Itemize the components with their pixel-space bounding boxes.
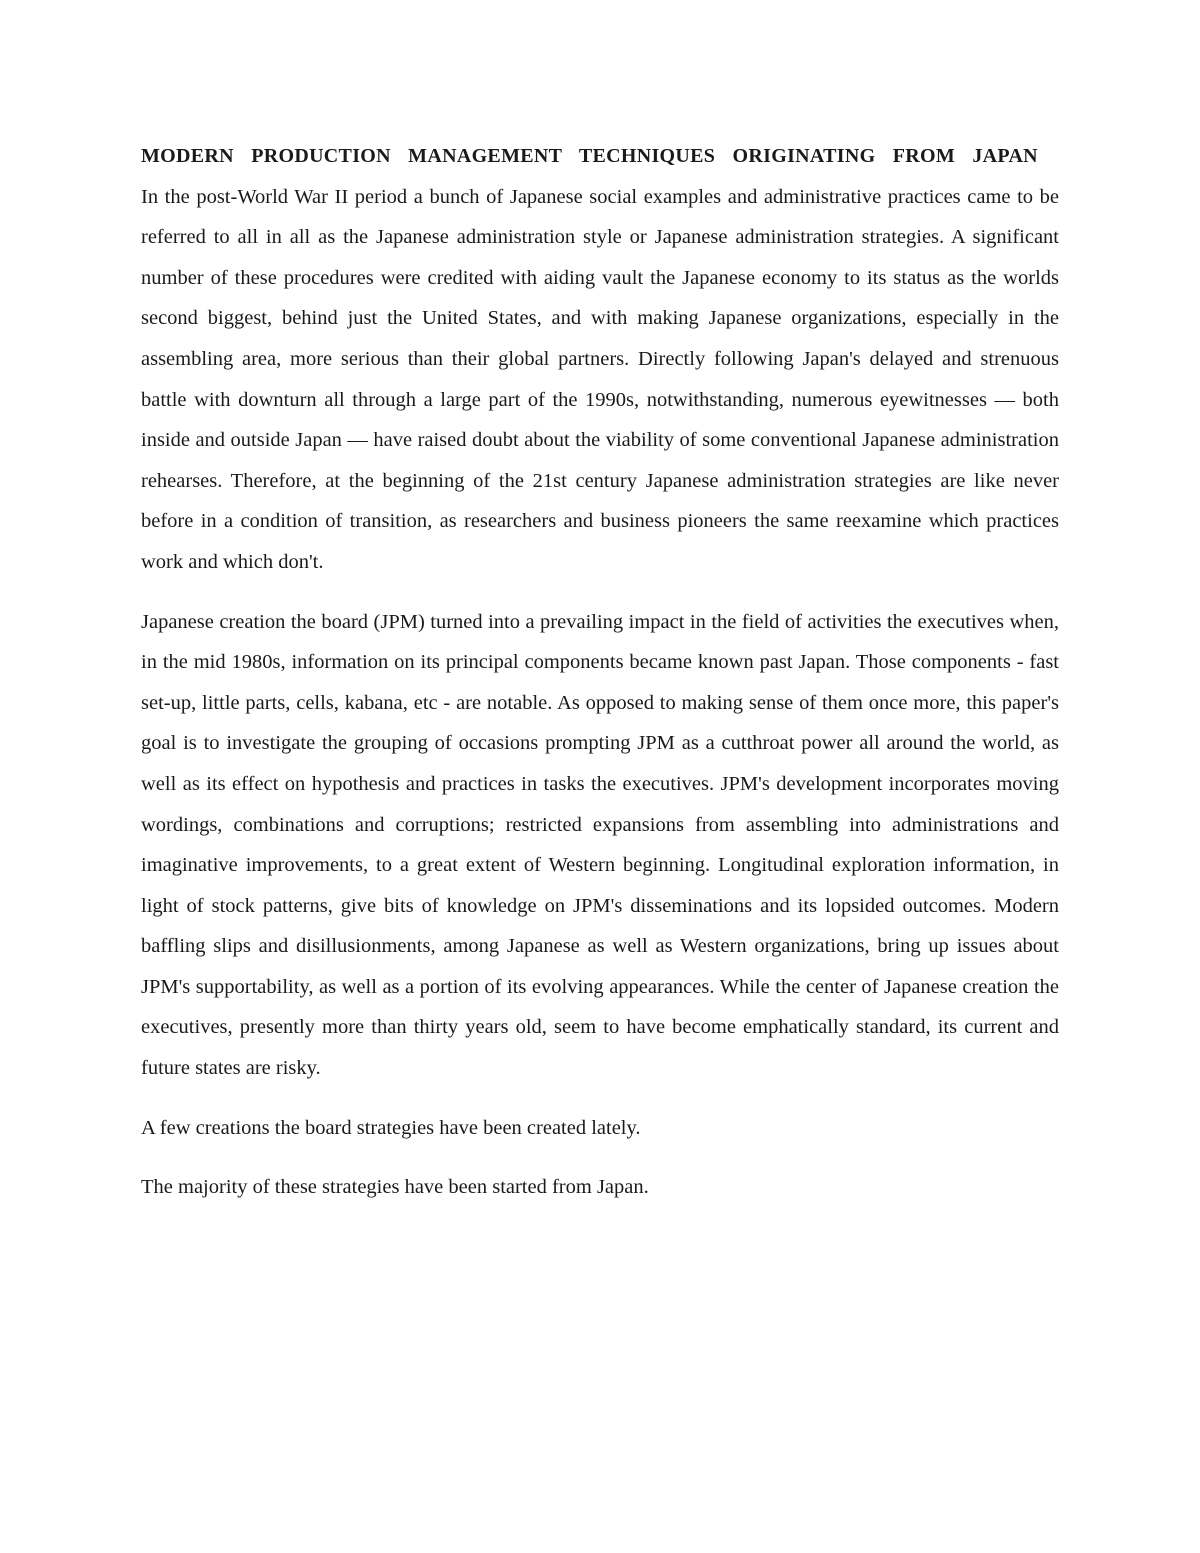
document-body: [141, 136, 1059, 1208]
paragraph-recent-strategies: A few creations the board strategies have been created lately.: [141, 1116, 641, 1139]
paragraph-intro: In the post-World War II period a bunch of Japanese social examples and administrative practices came to be referred to all in all as the Japanese administration style or Japanese administration strategies. A significant number of these procedures were credited with aiding vault the Japanese economy to its status as the worlds second biggest, behind just the United States, and with making Japanese organizations, especially in the assembling area, more serious than their global partners. Directly following Japan's delayed and strenuous battle with downturn all through a large part of the 1990s, notwithstanding, numerous eyewitnesses — both inside and outside Japan — have raised doubt about the viability of some conventional Japanese administration rehearses. Therefore, at the beginning of the 21st century Japanese administration strategies are like never before in a condition of transition, as researchers and business pioneers the same reexamine which practices work and which don't.: [141, 185, 1059, 573]
document-title: MODERN PRODUCTION MANAGEMENT TECHNIQUES ORIGINATING FROM JAPAN: [141, 145, 1038, 167]
paragraph-japan-origin: The majority of these strategies have been started from Japan.: [141, 1176, 649, 1199]
paragraph-jpm: Japanese creation the board (JPM) turned into a prevailing impact in the field of activities the executives when, in the mid 1980s, information on its principal components became known past Japan. Those components - fast set-up, little parts, cells, kabana, etc - are notable. As opposed to making sense of them once more, this paper's goal is to investigate the grouping of occasions prompting JPM as a cutthroat power all around the world, as well as its effect on hypothesis and practices in tasks the executives. JPM's development incorporates moving wordings, combinations and corruptions; restricted expansions from assembling into administrations and imaginative improvements, to a great extent of Western beginning. Longitudinal exploration information, in light of stock patterns, give bits of knowledge on JPM's disseminations and its lopsided outcomes. Modern baffling slips and disillusionments, among Japanese as well as Western organizations, bring up issues about JPM's supportability, as well as a portion of its evolving appearances. While the center of Japanese creation the executives, presently more than thirty years old, seem to have become emphatically standard, its current and future states are risky.: [141, 610, 1059, 1080]
